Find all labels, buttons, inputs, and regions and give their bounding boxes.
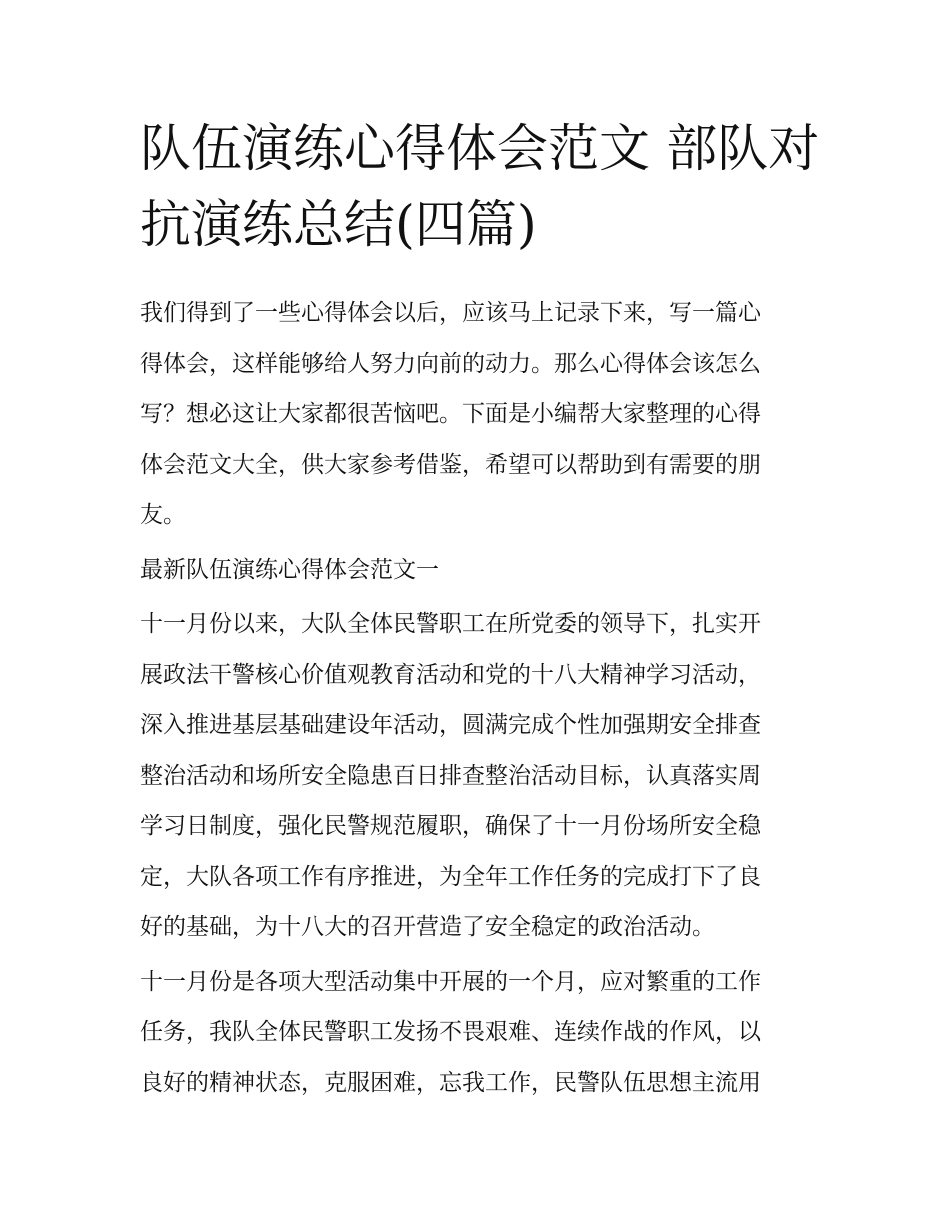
intro-paragraph (140, 288, 816, 541)
text-line: 深入推进基层基础建设年活动，圆满完成个性加强期安全排查 (140, 712, 761, 738)
text-line: 体会范文大全，供大家参考借鉴，希望可以帮助到有需要的朋 (140, 451, 761, 478)
text-line: 友。 (140, 502, 186, 528)
text-line: 得体会，这样能够给人努力向前的动力。那么心得体会该怎么 (140, 350, 761, 377)
text-line: 我们得到了一些心得体会以后，应该马上记录下来，写一篇心 (140, 300, 761, 326)
body-paragraph-1 (140, 599, 816, 953)
body-paragraph-2 (140, 957, 816, 1109)
text-line: 十一月份是各项大型活动集中开展的一个月，应对繁重的工作 (140, 968, 761, 995)
text-line: 整治活动和场所安全隐患百日排查整治活动目标，认真落实周 (140, 762, 761, 789)
text-line: 展政法干警核心价值观教育活动和党的十八大精神学习活动， (140, 661, 761, 688)
title-line-2: 抗演练总结(四篇) (140, 196, 537, 255)
document-body (140, 288, 816, 1108)
title-line-1: 队伍演练心得体会范文 部队对 (140, 120, 820, 179)
text-line: 良好的精神状态，克服困难，忘我工作，民警队伍思想主流用 (140, 1069, 761, 1096)
text-line: 最新队伍演练心得体会范文一 (140, 556, 439, 583)
text-line: 好的基础，为十八大的召开营造了安全稳定的政治活动。 (140, 914, 715, 940)
document-title (140, 112, 820, 264)
text-line: 定，大队各项工作有序推进，为全年工作任务的完成打下了良 (140, 863, 761, 890)
text-line: 任务，我队全体民警职工发扬不畏艰难、连续作战的作风，以 (140, 1019, 761, 1045)
text-line: 写？想必这让大家都很苦恼吧。下面是小编帮大家整理的心得 (140, 401, 761, 427)
text-line: 十一月份以来，大队全体民警职工在所党委的领导下，扎实开 (140, 611, 761, 637)
document-page (140, 112, 820, 1112)
text-line: 学习日制度，强化民警规范履职，确保了十一月份场所安全稳 (140, 813, 761, 839)
section-heading (140, 545, 816, 596)
